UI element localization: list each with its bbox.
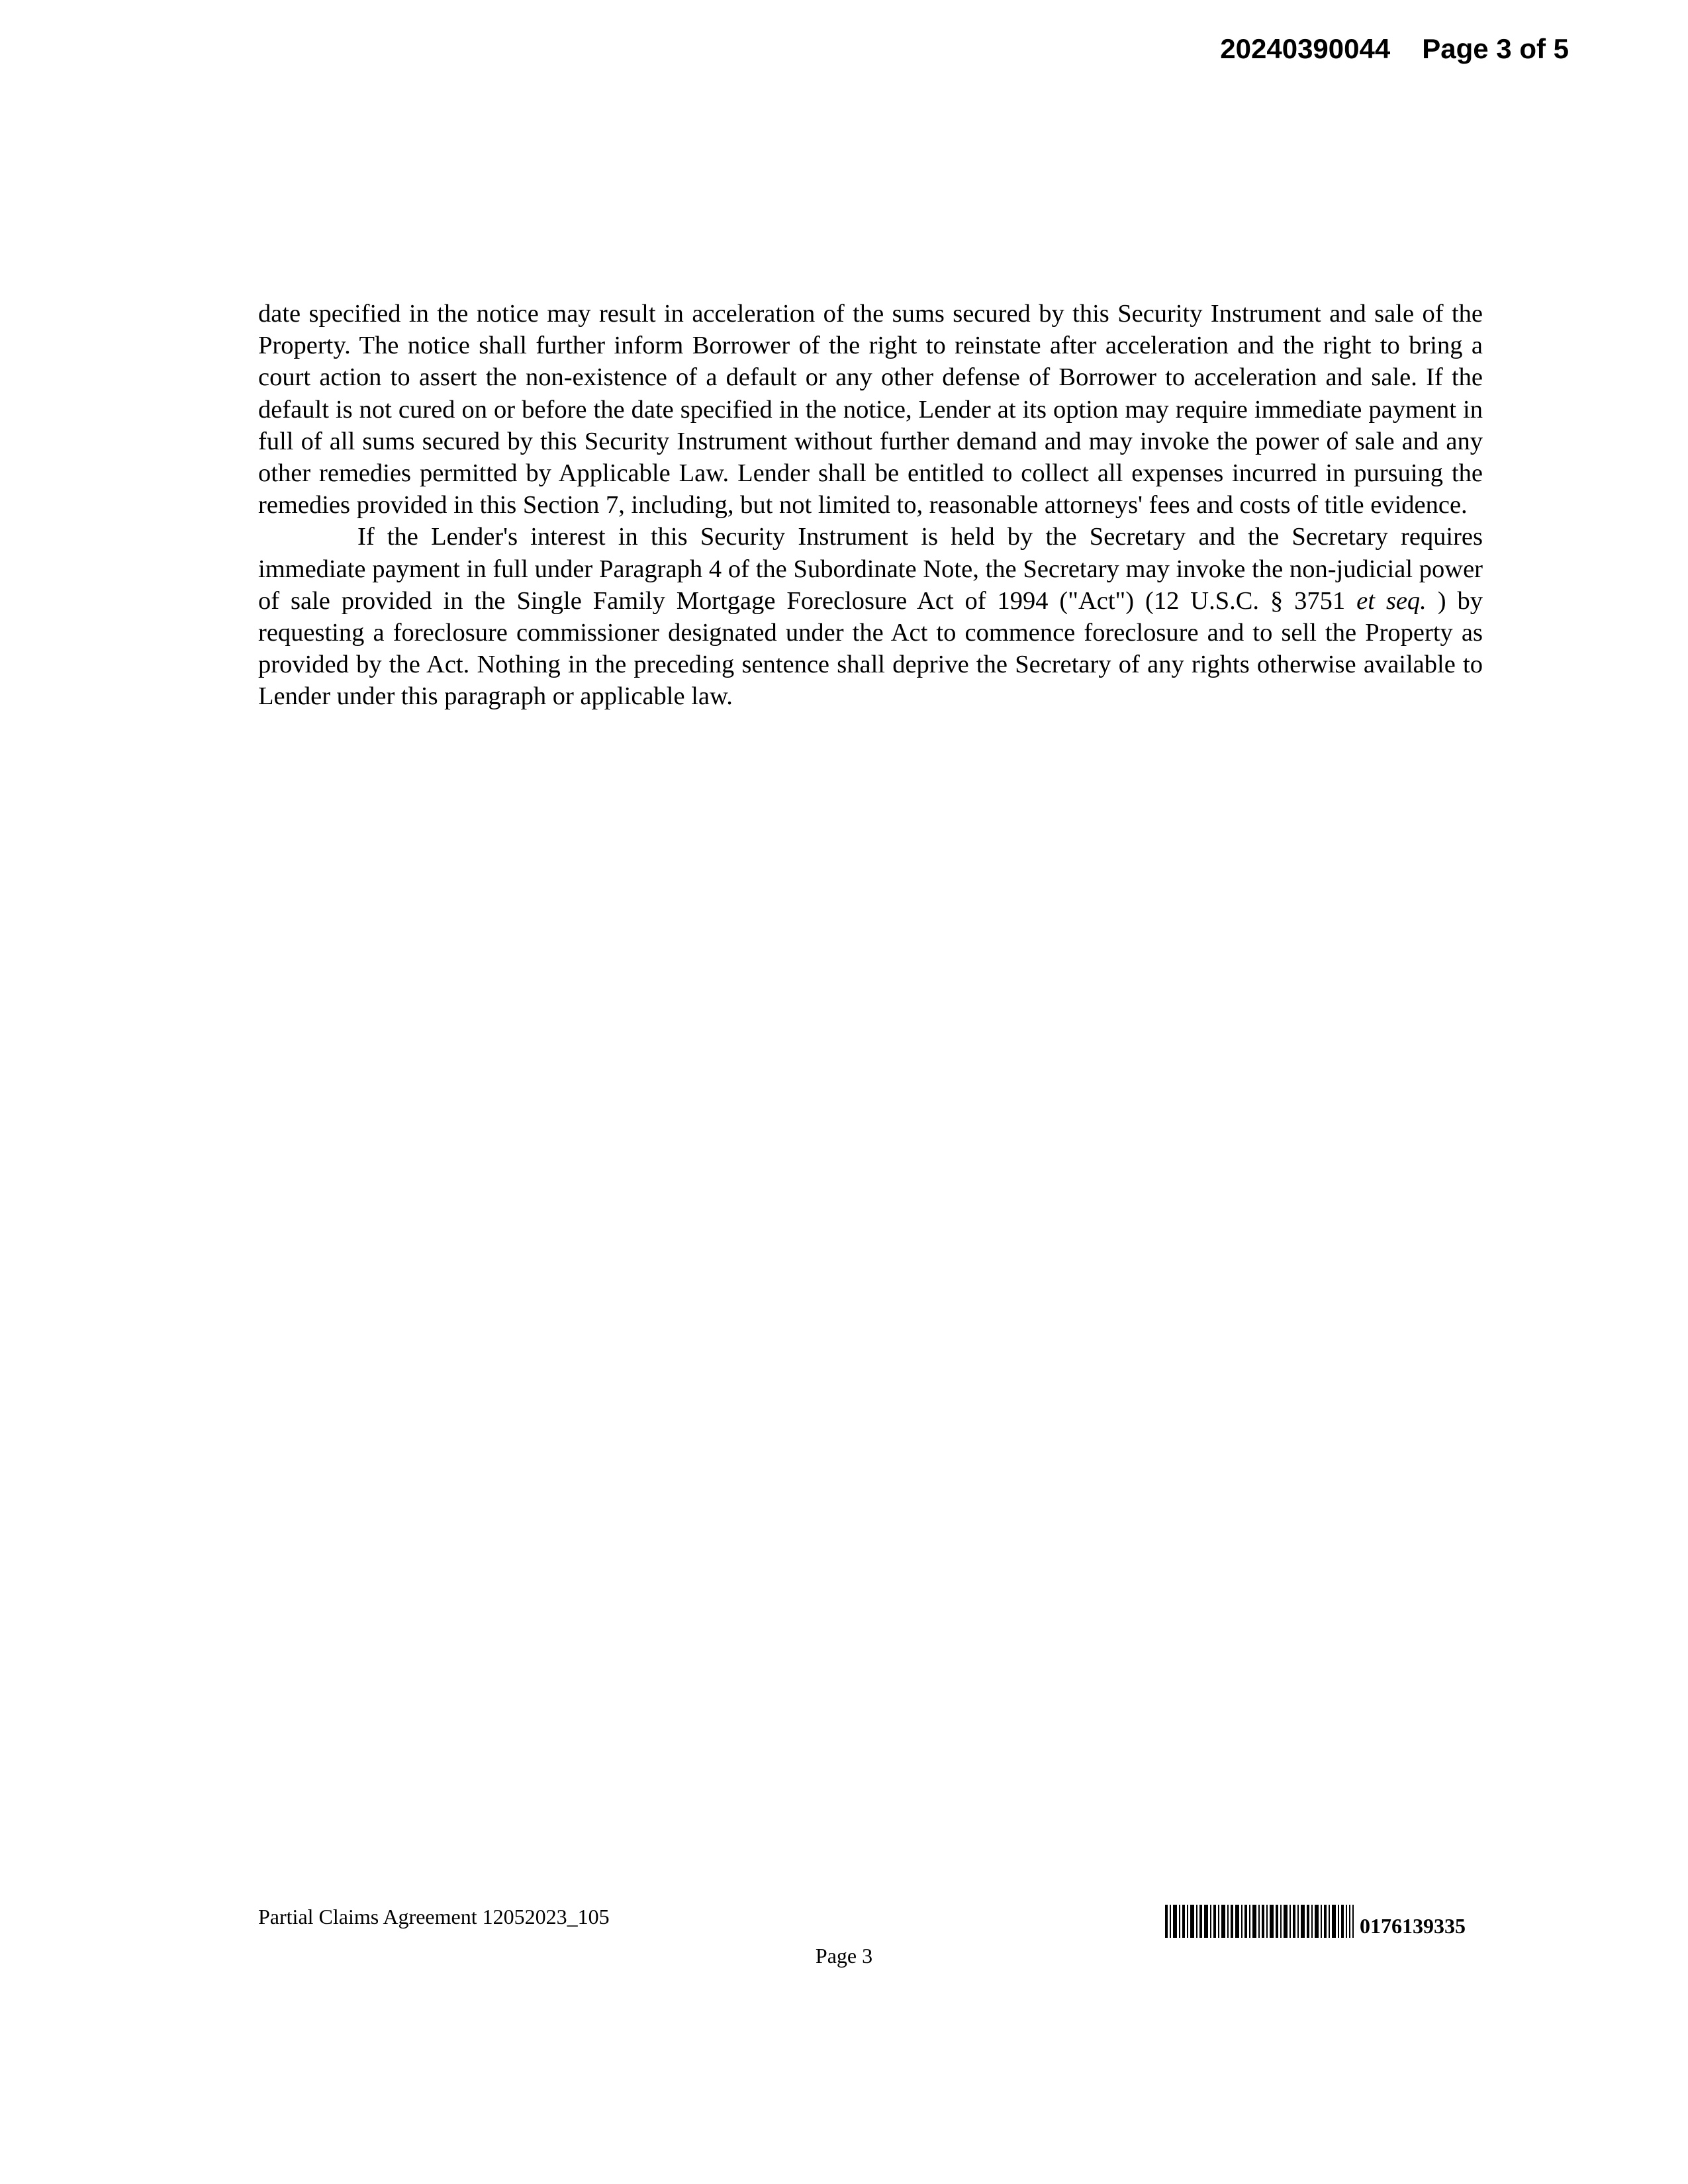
page-of-total: Page 3 of 5 — [1422, 33, 1569, 64]
barcode-number: 0176139335 — [1360, 1914, 1466, 1938]
paragraph-text-part-2: ) by requesting a foreclosure commissioner designated under the Act to commence foreclosure and to sell the Property as provided by the Act. Nothing in the preceding sentence shall deprive the Secretary of any rights otherwise available to Lender under this paragraph or applicable law. — [258, 586, 1483, 711]
page-number: Page 3 — [815, 1944, 873, 1968]
paragraph-secretary-interest — [258, 521, 1483, 712]
et-seq-citation: et seq. — [1356, 586, 1427, 615]
barcode-icon — [1165, 1905, 1357, 1938]
document-body — [258, 298, 1483, 713]
form-label: Partial Claims Agreement 12052023_105 — [258, 1905, 610, 1929]
document-number: 20240390044 — [1220, 33, 1391, 64]
paragraph-text-part-1: If the Lender's interest in this Security Instrument is held by the Secretary and the Secretary requires immediate payment in full under Paragraph 4 of the Subordinate Note, the Secretary may invoke the non-judicial power of sale provided in the Single Family Mortgage Foreclosure Act of 1994 ("Act") (12 U.S.C. § 3751 — [258, 523, 1483, 615]
document-header — [1220, 30, 1569, 68]
paragraph-default-remedies: date specified in the notice may result in acceleration of the sums secured by this Security Instrument and sale of the Property. The notice shall further inform Borrower of the right to reinstate after acceleration and the right to bring a court action to assert the non-existence of a default or any other defense of Borrower to acceleration and sale. If the default is not cured on or before the date specified in the notice, Lender at its option may require immediate payment in full of all sums secured by this Security Instrument without further demand and may invoke the power of sale and any other remedies permitted by Applicable Law. Lender shall be entitled to collect all expenses incurred in pursuing the remedies provided in this Section 7, including, but not limited to, reasonable attorneys' fees and costs of title evidence. — [258, 300, 1483, 520]
barcode-block — [1165, 1898, 1466, 1938]
